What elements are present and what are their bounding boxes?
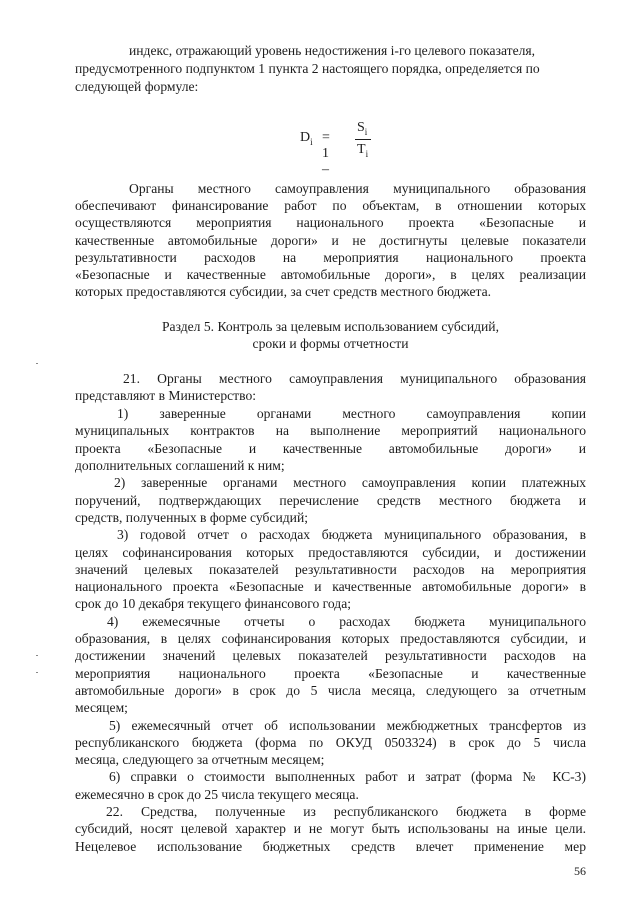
formula-equals: = 1 – <box>322 130 330 177</box>
item1-line-1: 1) заверенные органами местного самоуправления копии <box>117 406 586 421</box>
item3-line-3: значений целевых показателей результативности расходов на мероприятия <box>75 562 586 577</box>
item3-line-2: целях софинансирования которых предоставляются субсидии, и достижении <box>75 545 586 560</box>
item2-line-2: поручений, подтверждающих перечисление средств местного бюджета и <box>75 493 586 508</box>
item5-line-2: республиканского бюджета (форма по ОКУД 0503324) в срок до 5 числа <box>75 735 586 750</box>
p21-line-1: 21. Органы местного самоуправления муниципального образования <box>123 371 586 386</box>
formula-denominator: $T_i$ <box>357 142 369 159</box>
p22-line-3: Нецелевое использование бюджетных средств влечет применение мер <box>75 839 586 854</box>
organs-line-5: результативности расходов на мероприятия национального проекта <box>75 250 586 265</box>
item5-line-3: месяца, следующего за отчетным месяцем; <box>75 752 325 767</box>
item3-line-4: национального проекта «Безопасные и качественные автомобильные дороги» в <box>75 579 586 594</box>
section-heading-line-1: Раздел 5. Контроль за целевым использованием субсидий, <box>162 319 499 334</box>
item1-line-4: дополнительных соглашений к ним; <box>75 458 285 473</box>
section-heading-line-2: сроки и формы отчетности <box>252 336 409 351</box>
formula-d: $D_i$ <box>300 130 313 147</box>
organs-line-3: осуществляются мероприятия национального проекта «Безопасные и <box>75 215 586 230</box>
item3-line-1: 3) годовой отчет о расходах бюджета муниципального образования, в <box>117 527 586 542</box>
organs-line-1: Органы местного самоуправления муниципального образования <box>129 181 586 196</box>
scan-speck <box>36 672 38 673</box>
item4-line-3: достижении значений целевых показателей результативности расходов на <box>75 648 586 663</box>
intro-line-2: предусмотренного подпунктом 1 пункта 2 настоящего порядка, определяется по <box>75 61 540 76</box>
page-number: 56 <box>574 864 586 878</box>
p21-line-2: представляют в Министерство: <box>75 388 257 403</box>
item6-line-2: ежемесячно в срок до 25 числа текущего месяца. <box>75 787 359 802</box>
item2-line-1: 2) заверенные органами местного самоуправления копии платежных <box>114 475 586 490</box>
item4-line-6: месяцем; <box>75 700 128 715</box>
item6-line-1: 6) справки о стоимости выполненных работ и затрат (форма № КС-3) <box>109 769 586 784</box>
scan-speck <box>36 655 38 656</box>
item5-line-1: 5) ежемесячный отчет об использовании межбюджетных трансфертов из <box>109 718 586 733</box>
item1-line-3: проекта «Безопасные и качественные автомобильные дороги» и <box>75 441 586 456</box>
item4-line-4: мероприятия национального проекта «Безопасные и качественные <box>75 666 586 681</box>
item4-line-1: 4) ежемесячные отчеты о расходах бюджета муниципального <box>107 614 586 629</box>
item4-line-5: автомобильные дороги» в срок до 5 числа месяца, следующего за отчетным <box>75 683 586 698</box>
item2-line-3: средств, полученных в форме субсидий; <box>75 510 308 525</box>
organs-line-2: обеспечивают финансирование работ по объектам, в отношении которых <box>75 198 586 213</box>
p22-line-2: субсидий, носят целевой характер и не могут быть использованы на иные цели. <box>75 821 586 836</box>
item4-line-2: образования, в целях софинансирования которых предоставляются субсидии, и <box>75 631 586 646</box>
fraction-bar <box>355 139 371 140</box>
organs-line-7: которых предоставляются субсидии, за счет средств местного бюджета. <box>75 284 492 299</box>
intro-line-1: индекс, отражающий уровень недостижения i-го целевого показателя, <box>129 43 536 58</box>
intro-line-3: следующей формуле: <box>75 79 199 94</box>
item3-line-5: срок до 10 декабря текущего финансового года; <box>75 596 352 611</box>
scan-speck <box>36 363 38 364</box>
organs-line-4: качественные автомобильные дороги» и не достигнуты целевые показатели <box>75 233 586 248</box>
organs-line-6: «Безопасные и качественные автомобильные дороги», в целях реализации <box>75 267 586 282</box>
item1-line-2: муниципальных контрактов на выполнение мероприятий национального <box>75 423 586 438</box>
formula-numerator: $S_i$ <box>357 120 368 137</box>
p22-line-1: 22. Средства, полученные из республиканского бюджета в форме <box>106 804 586 819</box>
